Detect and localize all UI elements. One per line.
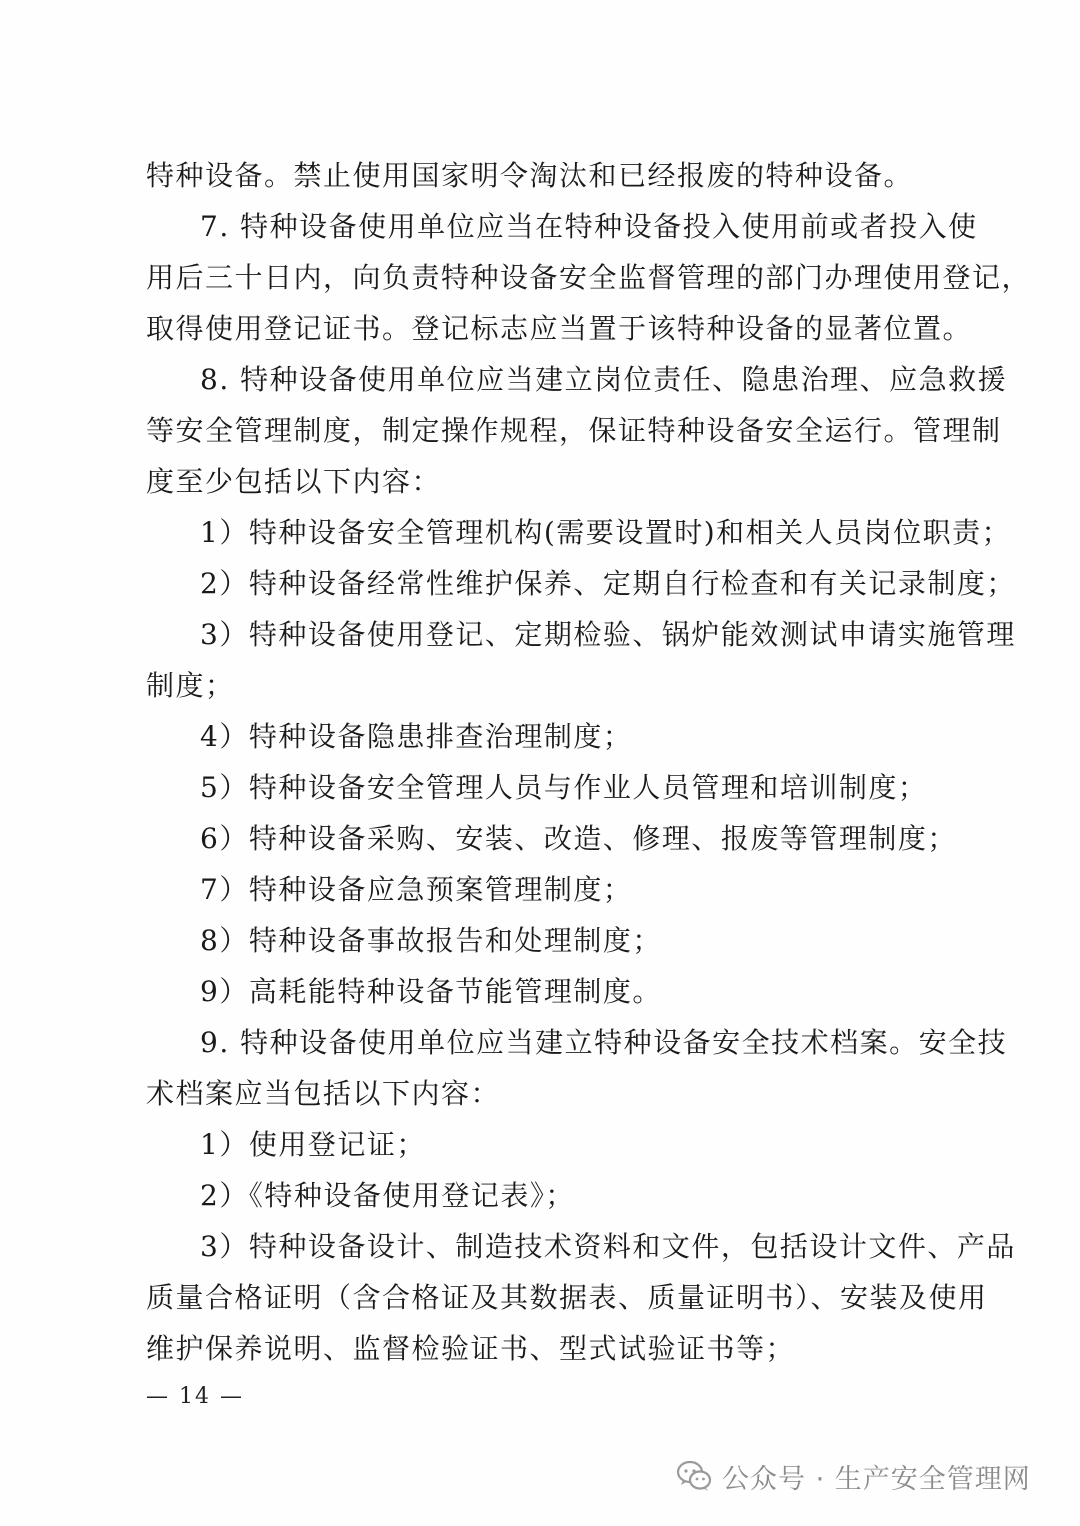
text-line: 4）特种设备隐患排查治理制度； [200, 720, 633, 753]
text-line: 取得使用登记证书。登记标志应当置于该特种设备的显著位置。 [146, 312, 973, 345]
text-line: 特种设备。禁止使用国家明令淘汰和已经报废的特种设备。 [146, 159, 914, 192]
text-line: 7）特种设备应急预案管理制度； [200, 873, 633, 906]
wechat-icon [676, 1460, 712, 1492]
text-line: 用后三十日内，向负责特种设备安全监督管理的部门办理使用登记， [146, 261, 1032, 294]
text-line: 3）特种设备设计、制造技术资料和文件，包括设计文件、产品 [200, 1230, 1016, 1263]
page-number: — 14 — [146, 1384, 244, 1409]
text-line: 等安全管理制度，制定操作规程，保证特种设备安全运行。管理制 [146, 414, 1002, 447]
text-line: 1）使用登记证； [200, 1128, 426, 1161]
document-body [146, 150, 1032, 1374]
text-line: 度至少包括以下内容： [146, 465, 442, 498]
text-line: 1）特种设备安全管理机构(需要设置时)和相关人员岗位职责； [200, 516, 1012, 549]
text-line: 5）特种设备安全管理人员与作业人员管理和培训制度； [200, 771, 928, 804]
text-line: 2）特种设备经常性维护保养、定期自行检查和有关记录制度； [200, 567, 1016, 600]
text-line: 3）特种设备使用登记、定期检验、锅炉能效测试申请实施管理 [200, 618, 1016, 651]
text-line: 6）特种设备采购、安装、改造、修理、报废等管理制度； [200, 822, 957, 855]
watermark [676, 1452, 1031, 1500]
text-line: 8. 特种设备使用单位应当建立岗位责任、隐患治理、应急救援 [200, 363, 1008, 396]
text-line: 8）特种设备事故报告和处理制度； [200, 924, 662, 957]
watermark-text: 公众号 · 生产安全管理网 [722, 1463, 1031, 1495]
text-line: 制度； [146, 669, 235, 702]
text-line: 术档案应当包括以下内容： [146, 1077, 501, 1110]
text-line: 质量合格证明（含合格证及其数据表、质量证明书）、安装及使用 [146, 1281, 988, 1314]
text-line: 9. 特种设备使用单位应当建立特种设备安全技术档案。安全技 [200, 1026, 1008, 1059]
text-line: 9）高耗能特种设备节能管理制度。 [200, 975, 662, 1008]
text-line: 2）《特种设备使用登记表》； [200, 1179, 575, 1212]
text-line: 7. 特种设备使用单位应当在特种设备投入使用前或者投入使 [200, 210, 978, 243]
text-line: 维护保养说明、监督检验证书、型式试验证书等； [146, 1332, 796, 1365]
